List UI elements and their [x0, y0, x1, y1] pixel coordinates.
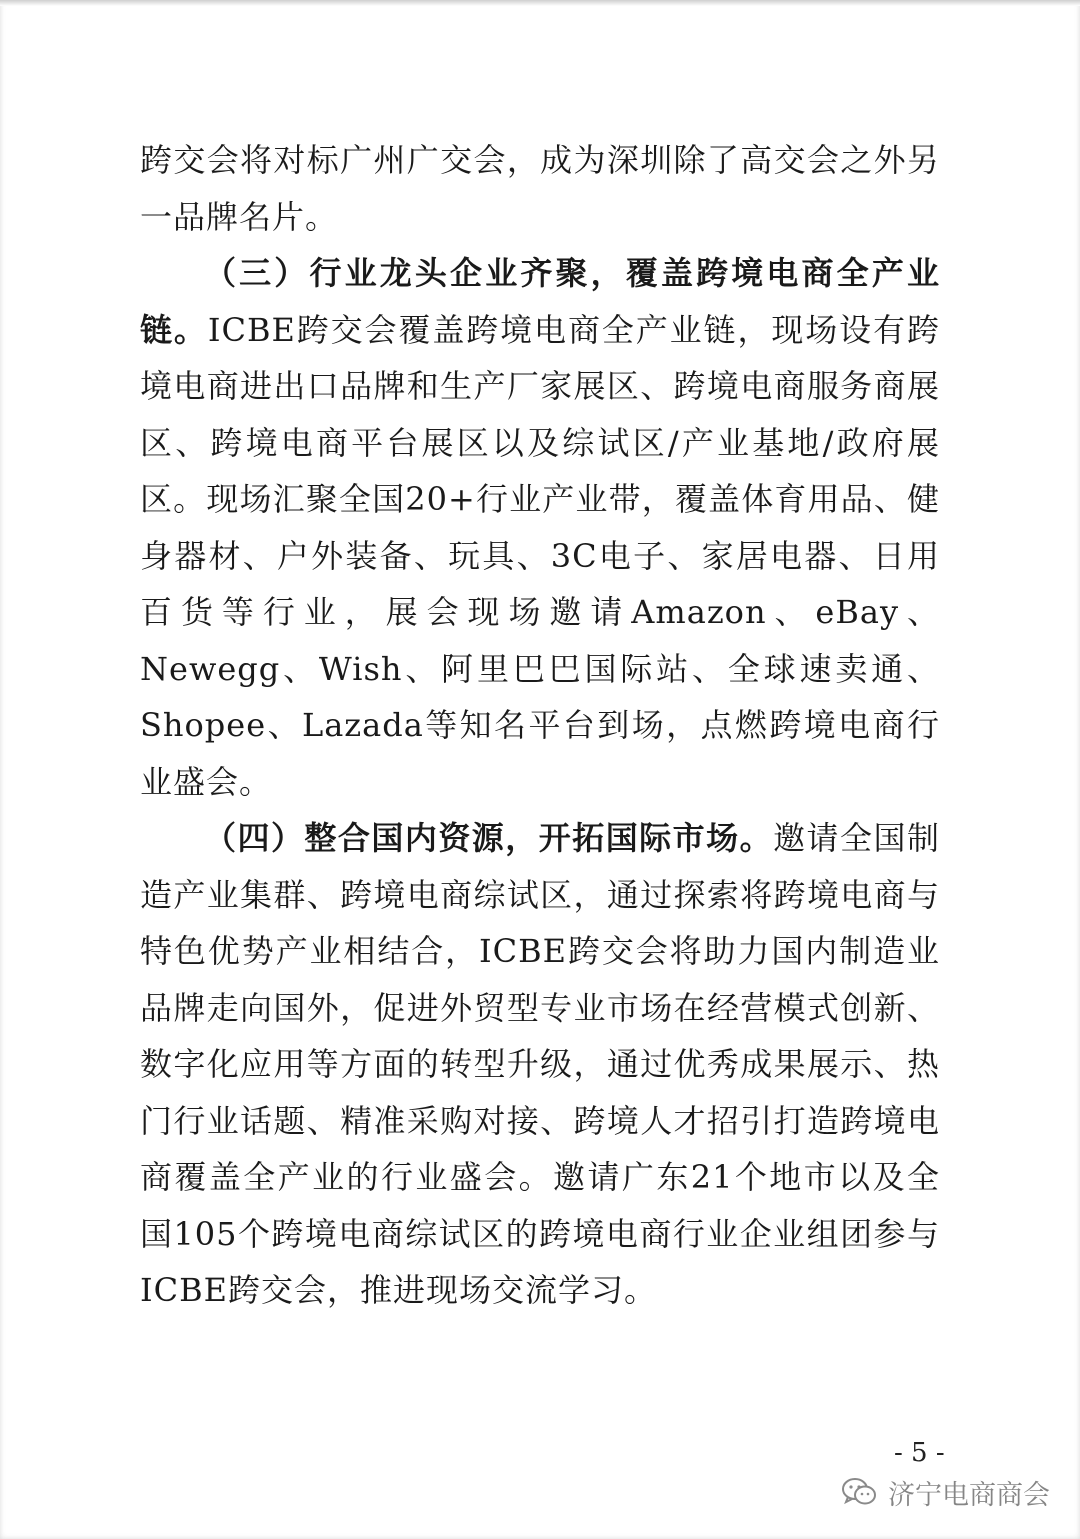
- page-top-edge: [0, 0, 1080, 6]
- paragraph-2: [140, 245, 940, 810]
- paragraph-3-lead: （四）整合国内资源，开拓国际市场。: [204, 819, 774, 857]
- page-number: - 5 -: [894, 1438, 945, 1468]
- paragraph-1: [140, 132, 940, 245]
- paragraph-3-text: 邀请全国制造产业集群、跨境电商综试区，通过探索将跨境电商与特色优势产业相结合，ICBE跨交会将助力国内制造业品牌走向国外，促进外贸型专业市场在经营模式创新、数字化应用等方面的转型升级，通过优秀成果展示、热门行业话题、精准采购对接、跨境人才招引打造跨境电商覆盖全产业的行业盛会。邀请广东21个地市以及全国105个跨境电商综试区的跨境电商行业企业组团参与ICBE跨交会，推进现场交流学习。: [140, 819, 940, 1309]
- paragraph-2-lead: （三）行业龙头企业齐聚，覆盖跨境电商全产业链。: [140, 254, 940, 349]
- document-body: [140, 132, 940, 1319]
- paragraph-2-text: ICBE跨交会覆盖跨境电商全产业链，现场设有跨境电商进出口品牌和生产厂家展区、跨境电商服务商展区、跨境电商平台展区以及综试区/产业基地/政府展区。现场汇聚全国20+行业产业带，覆盖体育用品、健身器材、户外装备、玩具、3C电子、家居电器、日用百货等行业，展会现场邀请Amazon、eBay、Newegg、Wish、阿里巴巴国际站、全球速卖通、Shopee、Lazada等知名平台到场，点燃跨境电商行业盛会。: [140, 310, 940, 801]
- watermark: [840, 1470, 1050, 1514]
- wechat-icon: [840, 1476, 878, 1508]
- watermark-text: 济宁电商商会: [888, 1479, 1050, 1511]
- paragraph-1-text: 跨交会将对标广州广交会，成为深圳除了高交会之外另一品牌名片。: [140, 141, 940, 236]
- paragraph-3: [140, 810, 940, 1319]
